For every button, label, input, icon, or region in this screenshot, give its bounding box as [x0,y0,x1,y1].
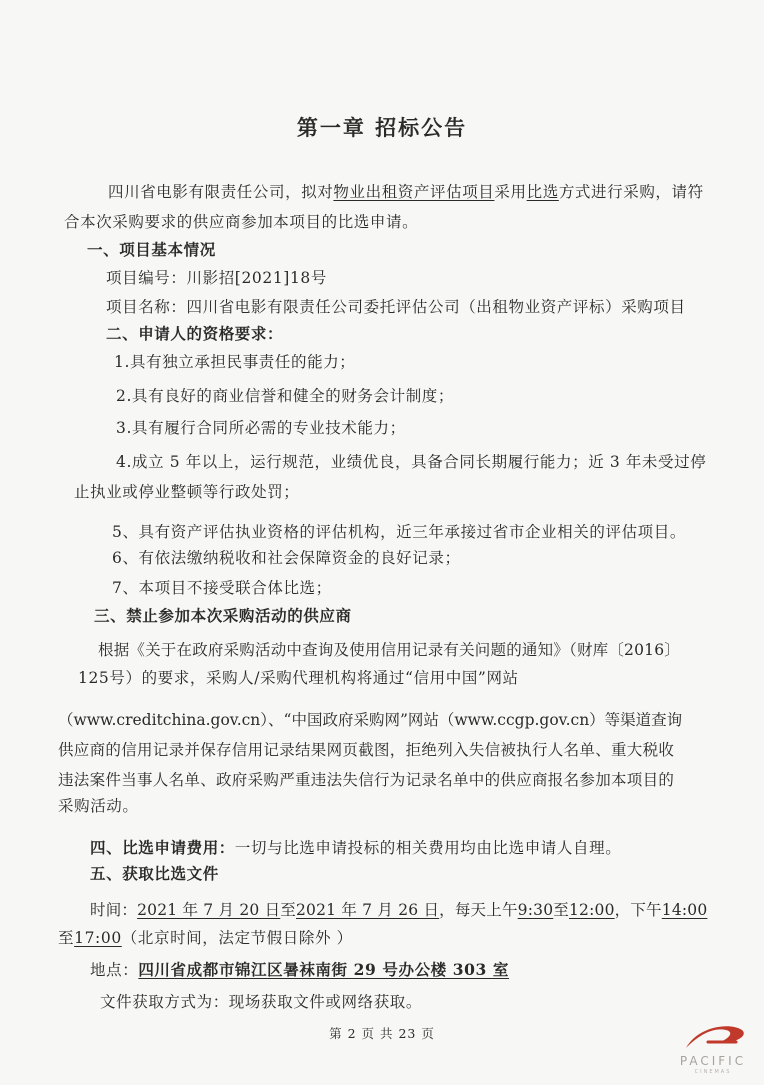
section3-line: 供应商的信用记录并保存信用记录结果网页截图，拒绝列入失信被执行人名单、重大税收 [58,741,675,759]
section3-line: 违法案件当事人名单、政府采购严重违法失信行为记录名单中的供应商报名参加本项目的 [58,771,675,789]
qualification-item-cont: 止执业或停业整顿等行政处罚； [74,483,300,501]
acquisition-method: 文件获取方式为：现场获取文件或网络获取。 [100,993,423,1011]
logo-text: PACIFIC [679,1054,747,1068]
chapter-title: 第一章 招标公告 [296,115,468,140]
logo-subtext: CINEMAS [694,1069,732,1075]
qualification-item: 6、有依法缴纳税收和社会保障资金的良好记录； [112,549,461,567]
time-line-cont: 至17:00（北京时间，法定节假日除外 ） [58,929,353,947]
qualification-item: 4.成立 5 年以上，运行规范，业绩优良，具备合同长期履行能力；近 3 年未受过停 [116,453,707,471]
section3-line: 根据《关于在政府采购活动中查询及使用信用记录有关问题的通知》（财库〔2016〕 [98,641,680,659]
place-address: 四川省成都市锦江区暑袜南街 29 号办公楼 303 室 [138,960,510,979]
qualification-item: 3.具有履行合同所必需的专业技术能力； [116,419,406,437]
section2-heading: 二、申请人的资格要求： [106,324,284,343]
section4-line: 四、比选申请费用：一切与比选申请投标的相关费用均由比选申请人自理。 [90,838,622,857]
qualification-item: 5、具有资产评估执业资格的评估机构，近三年承接过省市企业相关的评估项目。 [112,523,686,541]
section4-label: 四、比选申请费用： [90,838,235,857]
section3-line: 采购活动。 [58,797,139,815]
qualification-item: 2.具有良好的商业信誉和健全的财务会计制度； [116,387,454,405]
qualification-item: 7、本项目不接受联合体比选； [112,579,332,597]
qualification-item: 1.具有独立承担民事责任的能力； [114,353,356,371]
pacific-cinemas-logo [668,1018,758,1078]
project-name-underlined: 物业出租资产评估项目 [333,183,495,201]
intro-line-2: 合本次采购要求的供应商参加本项目的比选申请。 [64,213,419,231]
section1-heading: 一、项目基本情况 [87,240,216,259]
project-number: 项目编号：川影招[2021]18号 [106,269,327,287]
section3-heading: 三、禁止参加本次采购活动的供应商 [94,606,352,625]
swoosh-icon [668,1018,758,1054]
section5-heading: 五、获取比选文件 [90,864,219,883]
page-number: 第 2 页 共 23 页 [329,1026,435,1041]
method-underlined: 比选 [526,183,559,201]
section3-line: （www.creditchina.gov.cn）、“中国政府采购网”网站（www.ccgp.gov.cn）等渠道查询 [58,711,683,729]
place-line: 地点：四川省成都市锦江区暑袜南街 29 号办公楼 303 室 [90,960,510,979]
intro-line-1: 四川省电影有限责任公司，拟对物业出租资产评估项目采用比选方式进行采购，请符 [108,183,704,201]
section3-line: 125号）的要求，采购人/采购代理机构将通过“信用中国”网站 [78,669,519,687]
time-line: 时间：2021 年 7 月 20 日至2021 年 7 月 26 日，每天上午9:30至12:00，下午14:00 [90,901,708,919]
project-title: 项目名称：四川省电影有限责任公司委托评估公司（出租物业资产评标）采购项目 [106,298,686,316]
